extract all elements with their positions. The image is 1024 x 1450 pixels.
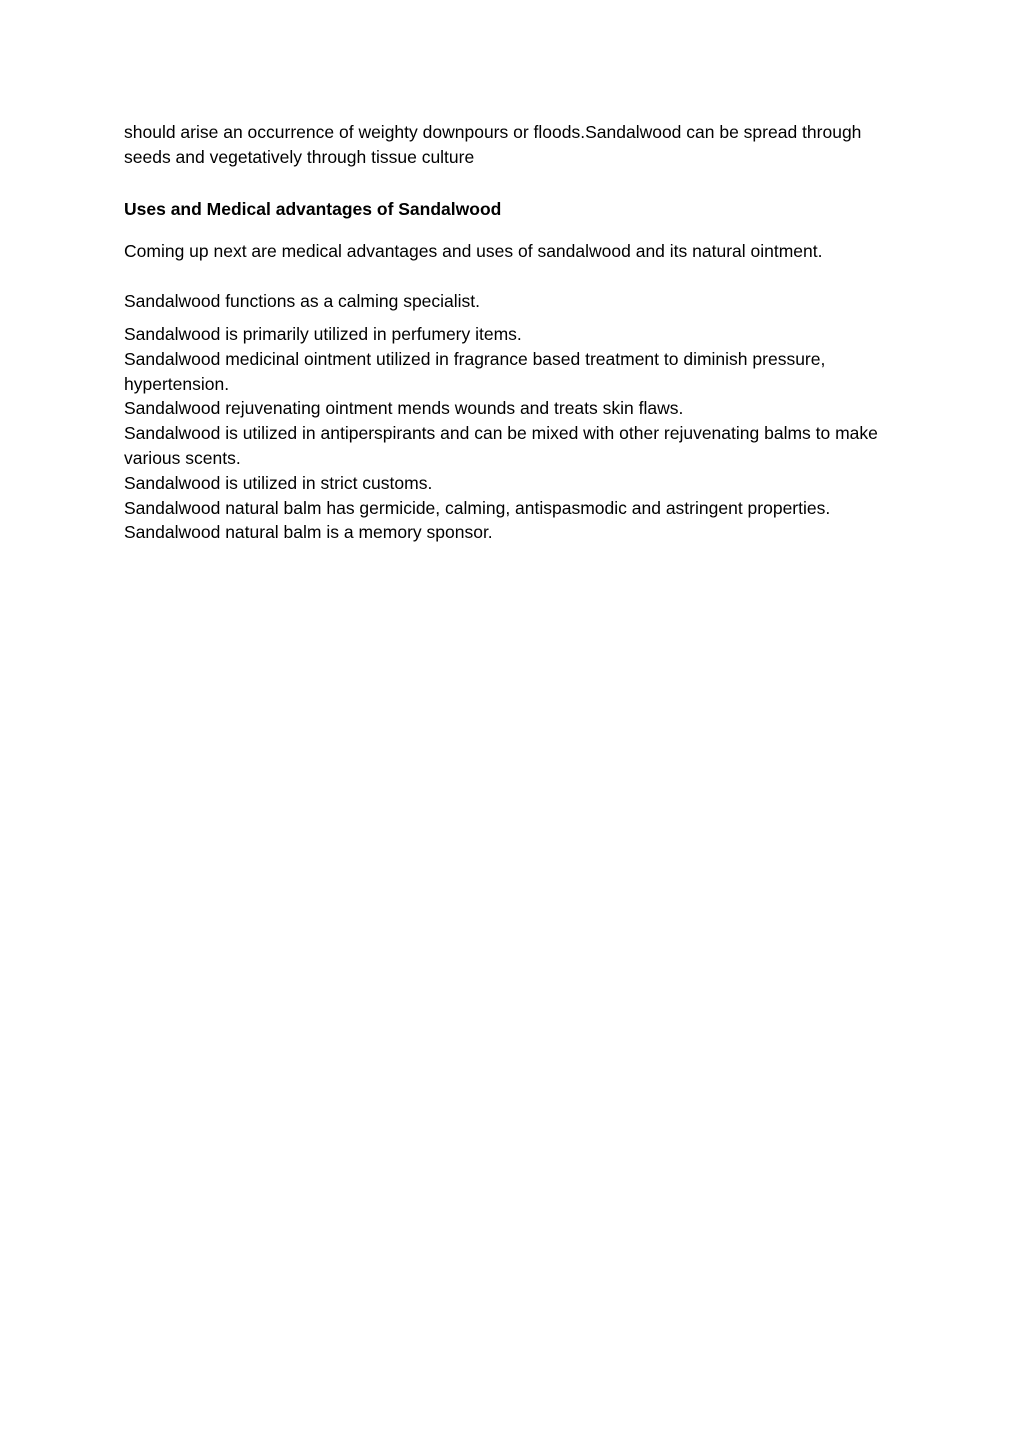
use-item: Sandalwood is utilized in antiperspirants and can be mixed with other rejuvenating balms to make various scents.	[124, 423, 878, 468]
use-item: Sandalwood is utilized in strict customs.	[124, 472, 433, 493]
opening-paragraph: should arise an occurrence of weighty downpours or floods.Sandalwood can be spread through seeds and vegetatively through tissue culture	[124, 122, 862, 167]
intro-paragraph: Coming up next are medical advantages and uses of sandalwood and its natural ointment.	[124, 241, 823, 261]
uses-list	[124, 322, 904, 545]
use-item: Sandalwood medicinal ointment utilized in fragrance based treatment to diminish pressure, hypertension.	[124, 348, 826, 394]
page-content	[124, 120, 904, 545]
calming-paragraph: Sandalwood functions as a calming specialist.	[124, 291, 481, 311]
use-item: Sandalwood rejuvenating ointment mends wounds and treats skin flaws.	[124, 398, 684, 419]
use-item: Sandalwood is primarily utilized in perfumery items.	[124, 324, 522, 344]
use-item: Sandalwood natural balm is a memory sponsor.	[124, 522, 493, 543]
use-item: Sandalwood natural balm has germicide, calming, antispasmodic and astringent properties.	[124, 497, 831, 518]
section-heading: Uses and Medical advantages of Sandalwood	[124, 199, 502, 219]
